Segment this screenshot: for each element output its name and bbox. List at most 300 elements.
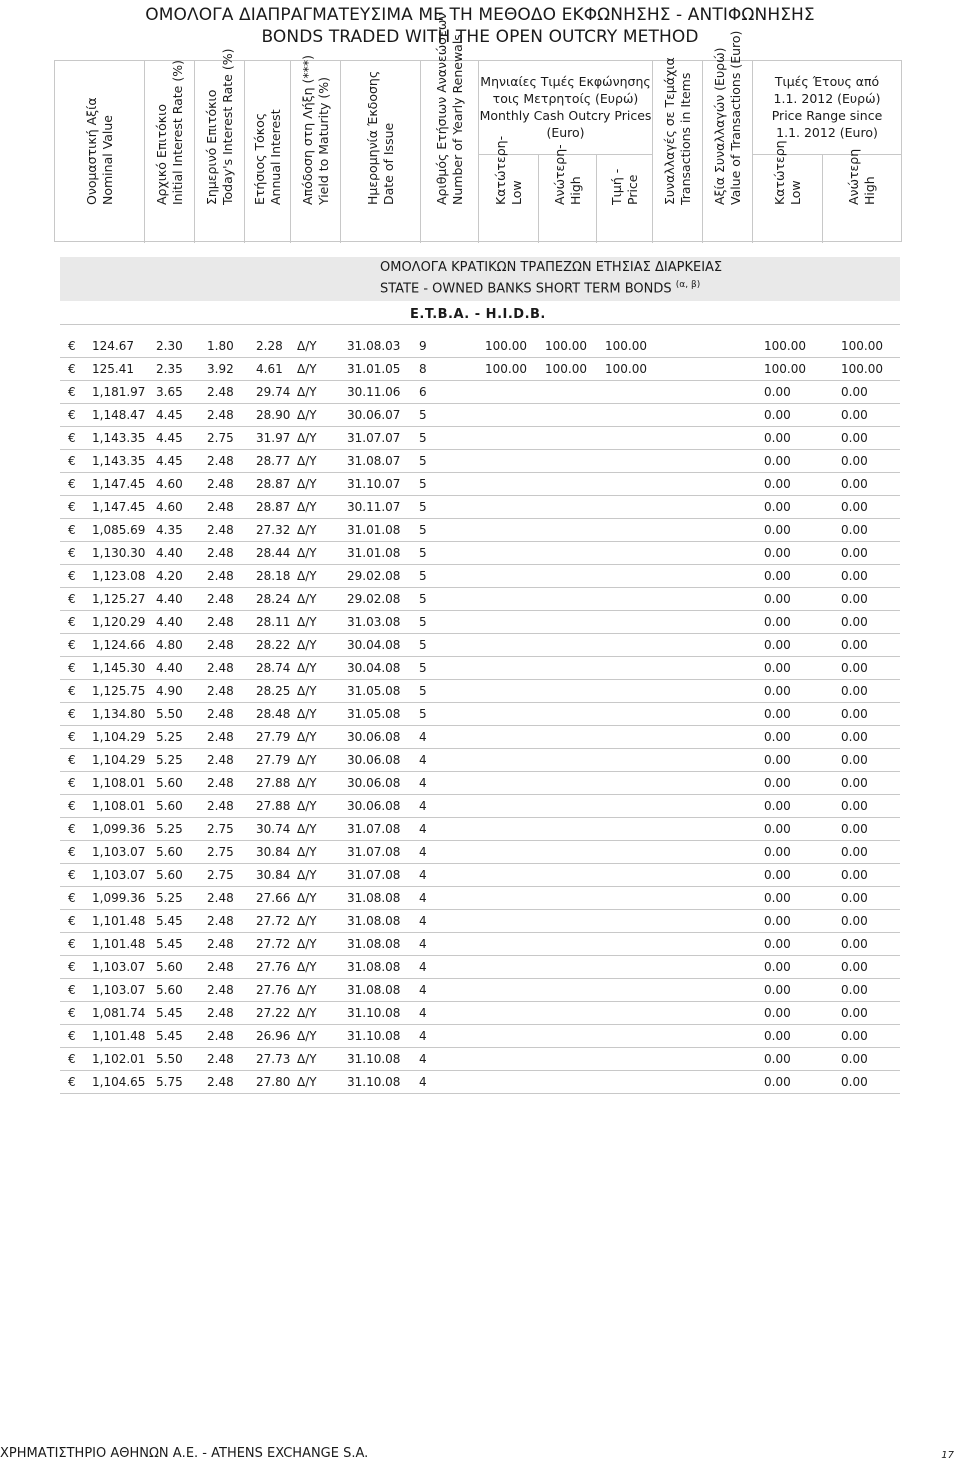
currency-symbol: € xyxy=(68,822,76,836)
table-row xyxy=(60,427,900,450)
table-row xyxy=(60,887,900,910)
currency-symbol: € xyxy=(68,569,76,583)
cell-renewals: 4 xyxy=(419,914,427,928)
cell-annual-interest: 28.74 xyxy=(256,661,291,675)
cell-yield: Δ/Υ xyxy=(297,799,317,813)
header-price-range: Τιμές Έτους από 1.1. 2012 (Ευρώ) Price Range since 1.1. 2012 (Euro) Κατώτερη Low Ανώτερη High xyxy=(753,61,901,243)
cell-yield: Δ/Υ xyxy=(297,960,317,974)
cell-yield: Δ/Υ xyxy=(297,1075,317,1089)
table-row xyxy=(60,1002,900,1025)
table-row xyxy=(60,1025,900,1048)
cell-renewals: 5 xyxy=(419,638,427,652)
header-range-high: Ανώτερη High xyxy=(846,148,877,205)
cell-issue-date: 31.08.08 xyxy=(347,914,401,928)
cell-yield: Δ/Υ xyxy=(297,891,317,905)
cell-renewals: 4 xyxy=(419,937,427,951)
currency-symbol: € xyxy=(68,523,76,537)
cell-yield: Δ/Υ xyxy=(297,1029,317,1043)
cell-yield: Δ/Υ xyxy=(297,776,317,790)
cell-annual-interest: 27.88 xyxy=(256,799,291,813)
currency-symbol: € xyxy=(68,1029,76,1043)
cell-monthly-low: 100.00 xyxy=(485,362,527,376)
cell-range-high: 0.00 xyxy=(841,914,868,928)
cell-range-low: 0.00 xyxy=(764,937,791,951)
cell-annual-interest: 28.25 xyxy=(256,684,291,698)
header-monthly-prices: Μηνιαίες Τιμές Εκφώνησης τοις Μετρητοίς (Ευρώ) Monthly Cash Outcry Prices (Euro) Κατώτερη- Low Ανώτερη- High Τιμή - Price xyxy=(479,61,653,243)
cell-nominal-value: 1,101.48 xyxy=(92,1029,146,1043)
cell-nominal-value: 1,143.35 xyxy=(92,454,146,468)
cell-initial-rate: 5.45 xyxy=(156,1029,183,1043)
table-row xyxy=(60,680,900,703)
cell-renewals: 5 xyxy=(419,615,427,629)
cell-renewals: 9 xyxy=(419,339,427,353)
header-monthly-high: Ανώτερη- High xyxy=(539,155,597,243)
cell-initial-rate: 2.35 xyxy=(156,362,183,376)
currency-symbol: € xyxy=(68,638,76,652)
cell-issue-date: 31.08.07 xyxy=(347,454,401,468)
cell-annual-interest: 27.79 xyxy=(256,753,291,767)
cell-issue-date: 30.06.08 xyxy=(347,753,401,767)
cell-range-low: 100.00 xyxy=(764,339,806,353)
section-title-english: STATE - OWNED BANKS SHORT TERM BONDS $^{(\alpha, \beta)}$ xyxy=(380,280,701,297)
cell-today-rate: 2.48 xyxy=(207,799,234,813)
table-row xyxy=(60,703,900,726)
cell-range-high: 0.00 xyxy=(841,638,868,652)
issuer-name: E.T.B.A. - H.I.D.B. xyxy=(410,307,546,322)
cell-renewals: 5 xyxy=(419,592,427,606)
cell-issue-date: 31.05.08 xyxy=(347,684,401,698)
table-row xyxy=(60,956,900,979)
cell-nominal-value: 1,104.29 xyxy=(92,753,146,767)
cell-range-low: 0.00 xyxy=(764,385,791,399)
cell-issue-date: 31.10.08 xyxy=(347,1075,401,1089)
cell-range-low: 0.00 xyxy=(764,753,791,767)
cell-yield: Δ/Υ xyxy=(297,1052,317,1066)
cell-range-high: 0.00 xyxy=(841,845,868,859)
cell-today-rate: 2.48 xyxy=(207,730,234,744)
cell-annual-interest: 28.90 xyxy=(256,408,291,422)
cell-yield: Δ/Υ xyxy=(297,362,317,376)
cell-range-low: 0.00 xyxy=(764,638,791,652)
cell-range-low: 0.00 xyxy=(764,500,791,514)
cell-renewals: 5 xyxy=(419,477,427,491)
currency-symbol: € xyxy=(68,454,76,468)
cell-issue-date: 31.10.08 xyxy=(347,1006,401,1020)
cell-today-rate: 2.48 xyxy=(207,776,234,790)
cell-range-high: 0.00 xyxy=(841,983,868,997)
cell-renewals: 4 xyxy=(419,822,427,836)
cell-today-rate: 2.48 xyxy=(207,454,234,468)
cell-annual-interest: 28.48 xyxy=(256,707,291,721)
cell-today-rate: 2.48 xyxy=(207,615,234,629)
cell-issue-date: 31.07.08 xyxy=(347,822,401,836)
cell-today-rate: 2.48 xyxy=(207,753,234,767)
cell-range-high: 0.00 xyxy=(841,960,868,974)
table-row xyxy=(60,795,900,818)
cell-nominal-value: 1,181.97 xyxy=(92,385,146,399)
cell-issue-date: 31.10.07 xyxy=(347,477,401,491)
table-row xyxy=(60,910,900,933)
cell-yield: Δ/Υ xyxy=(297,937,317,951)
cell-nominal-value: 1,081.74 xyxy=(92,1006,146,1020)
cell-nominal-value: 1,124.66 xyxy=(92,638,146,652)
cell-yield: Δ/Υ xyxy=(297,408,317,422)
table-row xyxy=(60,841,900,864)
cell-issue-date: 31.08.03 xyxy=(347,339,401,353)
currency-symbol: € xyxy=(68,914,76,928)
cell-initial-rate: 4.35 xyxy=(156,523,183,537)
cell-today-rate: 2.75 xyxy=(207,868,234,882)
cell-annual-interest: 28.44 xyxy=(256,546,291,560)
cell-issue-date: 31.10.08 xyxy=(347,1052,401,1066)
cell-yield: Δ/Υ xyxy=(297,983,317,997)
cell-annual-interest: 28.22 xyxy=(256,638,291,652)
cell-renewals: 5 xyxy=(419,684,427,698)
cell-range-high: 0.00 xyxy=(841,799,868,813)
cell-renewals: 8 xyxy=(419,362,427,376)
header-nominal-value: Ονομαστική Αξία Nominal Value xyxy=(55,61,145,243)
currency-symbol: € xyxy=(68,707,76,721)
cell-range-high: 100.00 xyxy=(841,362,883,376)
cell-yield: Δ/Υ xyxy=(297,707,317,721)
cell-yield: Δ/Υ xyxy=(297,523,317,537)
cell-initial-rate: 4.60 xyxy=(156,500,183,514)
table-row xyxy=(60,404,900,427)
table-row xyxy=(60,979,900,1002)
cell-today-rate: 2.48 xyxy=(207,661,234,675)
cell-today-rate: 2.48 xyxy=(207,638,234,652)
cell-issue-date: 30.04.08 xyxy=(347,638,401,652)
cell-renewals: 5 xyxy=(419,523,427,537)
cell-range-low: 0.00 xyxy=(764,914,791,928)
cell-nominal-value: 1,120.29 xyxy=(92,615,146,629)
cell-nominal-value: 1,103.07 xyxy=(92,868,146,882)
cell-renewals: 5 xyxy=(419,707,427,721)
cell-initial-rate: 5.25 xyxy=(156,822,183,836)
cell-today-rate: 2.48 xyxy=(207,546,234,560)
cell-yield: Δ/Υ xyxy=(297,684,317,698)
cell-annual-interest: 28.87 xyxy=(256,500,291,514)
cell-yield: Δ/Υ xyxy=(297,661,317,675)
cell-monthly-high: 100.00 xyxy=(545,339,587,353)
cell-nominal-value: 1,125.75 xyxy=(92,684,146,698)
cell-range-high: 0.00 xyxy=(841,661,868,675)
cell-yield: Δ/Υ xyxy=(297,500,317,514)
cell-nominal-value: 1,104.65 xyxy=(92,1075,146,1089)
cell-today-rate: 2.48 xyxy=(207,684,234,698)
cell-monthly-price: 100.00 xyxy=(605,362,647,376)
cell-yield: Δ/Υ xyxy=(297,385,317,399)
cell-annual-interest: 30.84 xyxy=(256,845,291,859)
cell-issue-date: 31.07.08 xyxy=(347,868,401,882)
cell-today-rate: 2.48 xyxy=(207,960,234,974)
cell-range-low: 0.00 xyxy=(764,592,791,606)
header-monthly-low: Κατώτερη- Low xyxy=(479,155,539,243)
cell-today-rate: 2.48 xyxy=(207,477,234,491)
header-range-low: Κατώτερη Low xyxy=(753,155,823,243)
cell-range-low: 0.00 xyxy=(764,684,791,698)
cell-nominal-value: 1,101.48 xyxy=(92,914,146,928)
cell-range-low: 0.00 xyxy=(764,454,791,468)
cell-nominal-value: 124.67 xyxy=(92,339,134,353)
cell-range-low: 0.00 xyxy=(764,868,791,882)
currency-symbol: € xyxy=(68,776,76,790)
currency-symbol: € xyxy=(68,1006,76,1020)
table-row xyxy=(60,335,900,358)
cell-renewals: 5 xyxy=(419,500,427,514)
cell-today-rate: 2.48 xyxy=(207,385,234,399)
cell-today-rate: 2.48 xyxy=(207,914,234,928)
cell-yield: Δ/Υ xyxy=(297,1006,317,1020)
cell-range-low: 0.00 xyxy=(764,615,791,629)
cell-nominal-value: 1,099.36 xyxy=(92,822,146,836)
cell-nominal-value: 1,104.29 xyxy=(92,730,146,744)
currency-symbol: € xyxy=(68,960,76,974)
currency-symbol: € xyxy=(68,845,76,859)
cell-renewals: 5 xyxy=(419,431,427,445)
cell-nominal-value: 1,145.30 xyxy=(92,661,146,675)
cell-range-high: 0.00 xyxy=(841,868,868,882)
cell-nominal-value: 1,147.45 xyxy=(92,477,146,491)
currency-symbol: € xyxy=(68,615,76,629)
table-row xyxy=(60,611,900,634)
cell-renewals: 4 xyxy=(419,730,427,744)
cell-range-high: 0.00 xyxy=(841,1052,868,1066)
cell-yield: Δ/Υ xyxy=(297,753,317,767)
header-yearly-renewals: Αριθμός Ετήσιων Ανανεώσεων Number of Yearly Renewals xyxy=(421,61,479,243)
cell-range-high: 0.00 xyxy=(841,937,868,951)
cell-renewals: 4 xyxy=(419,799,427,813)
cell-today-rate: 2.48 xyxy=(207,1075,234,1089)
cell-today-rate: 2.48 xyxy=(207,1029,234,1043)
cell-renewals: 5 xyxy=(419,454,427,468)
cell-initial-rate: 4.45 xyxy=(156,408,183,422)
table-row xyxy=(60,565,900,588)
header-transaction-value: Αξία Συναλλαγών (Ευρώ) Value of Transactions (Euro) xyxy=(703,61,753,243)
cell-issue-date: 30.06.08 xyxy=(347,730,401,744)
table-row xyxy=(60,772,900,795)
header-transactions: Συναλλαγές σε Τεμάχια Transactions in Items xyxy=(653,61,703,243)
cell-nominal-value: 1,130.30 xyxy=(92,546,146,560)
cell-issue-date: 31.03.08 xyxy=(347,615,401,629)
header-annual-interest: Ετήσιος Τόκος Annual Interest xyxy=(245,61,291,243)
table-row xyxy=(60,519,900,542)
cell-range-low: 0.00 xyxy=(764,776,791,790)
cell-range-high: 0.00 xyxy=(841,615,868,629)
cell-issue-date: 31.05.08 xyxy=(347,707,401,721)
currency-symbol: € xyxy=(68,753,76,767)
currency-symbol: € xyxy=(68,339,76,353)
currency-symbol: € xyxy=(68,868,76,882)
currency-symbol: € xyxy=(68,362,76,376)
cell-yield: Δ/Υ xyxy=(297,845,317,859)
cell-renewals: 5 xyxy=(419,546,427,560)
cell-initial-rate: 5.60 xyxy=(156,776,183,790)
bond-table-body xyxy=(60,335,900,1094)
cell-nominal-value: 1,148.47 xyxy=(92,408,146,422)
cell-range-high: 0.00 xyxy=(841,1075,868,1089)
cell-today-rate: 2.48 xyxy=(207,707,234,721)
cell-renewals: 4 xyxy=(419,1029,427,1043)
section-band xyxy=(60,257,900,301)
cell-range-low: 0.00 xyxy=(764,891,791,905)
cell-issue-date: 30.04.08 xyxy=(347,661,401,675)
currency-symbol: € xyxy=(68,684,76,698)
cell-nominal-value: 1,125.27 xyxy=(92,592,146,606)
cell-yield: Δ/Υ xyxy=(297,615,317,629)
cell-initial-rate: 5.60 xyxy=(156,799,183,813)
cell-nominal-value: 1,102.01 xyxy=(92,1052,146,1066)
cell-renewals: 4 xyxy=(419,983,427,997)
cell-initial-rate: 5.60 xyxy=(156,960,183,974)
cell-issue-date: 30.06.08 xyxy=(347,776,401,790)
cell-issue-date: 31.08.08 xyxy=(347,983,401,997)
cell-issue-date: 31.10.08 xyxy=(347,1029,401,1043)
cell-range-low: 0.00 xyxy=(764,431,791,445)
cell-annual-interest: 27.72 xyxy=(256,914,291,928)
cell-range-high: 0.00 xyxy=(841,431,868,445)
cell-issue-date: 30.11.07 xyxy=(347,500,401,514)
cell-today-rate: 2.48 xyxy=(207,1006,234,1020)
cell-yield: Δ/Υ xyxy=(297,454,317,468)
cell-renewals: 4 xyxy=(419,1006,427,1020)
cell-annual-interest: 28.24 xyxy=(256,592,291,606)
cell-initial-rate: 4.45 xyxy=(156,431,183,445)
cell-range-high: 0.00 xyxy=(841,707,868,721)
cell-nominal-value: 1,147.45 xyxy=(92,500,146,514)
cell-today-rate: 2.48 xyxy=(207,408,234,422)
cell-issue-date: 30.11.06 xyxy=(347,385,401,399)
currency-symbol: € xyxy=(68,730,76,744)
footer-exchange-name: ΧΡΗΜΑΤΙΣΤΗΡΙΟ ΑΘΗΝΩΝ Α.Ε. - ATHENS EXCHANGE S.A. xyxy=(0,1446,369,1461)
cell-nominal-value: 1,108.01 xyxy=(92,776,146,790)
cell-today-rate: 2.48 xyxy=(207,569,234,583)
cell-initial-rate: 5.25 xyxy=(156,753,183,767)
currency-symbol: € xyxy=(68,983,76,997)
cell-nominal-value: 1,123.08 xyxy=(92,569,146,583)
cell-renewals: 4 xyxy=(419,845,427,859)
currency-symbol: € xyxy=(68,546,76,560)
cell-issue-date: 31.01.08 xyxy=(347,523,401,537)
cell-renewals: 4 xyxy=(419,776,427,790)
cell-initial-rate: 5.25 xyxy=(156,730,183,744)
cell-annual-interest: 28.77 xyxy=(256,454,291,468)
cell-today-rate: 2.75 xyxy=(207,845,234,859)
cell-range-high: 0.00 xyxy=(841,730,868,744)
issuer-divider xyxy=(60,324,900,325)
cell-range-high: 0.00 xyxy=(841,776,868,790)
cell-initial-rate: 4.20 xyxy=(156,569,183,583)
cell-issue-date: 31.07.08 xyxy=(347,845,401,859)
cell-renewals: 5 xyxy=(419,569,427,583)
cell-renewals: 5 xyxy=(419,408,427,422)
cell-initial-rate: 4.45 xyxy=(156,454,183,468)
cell-initial-rate: 3.65 xyxy=(156,385,183,399)
cell-issue-date: 29.02.08 xyxy=(347,569,401,583)
cell-range-low: 0.00 xyxy=(764,408,791,422)
currency-symbol: € xyxy=(68,592,76,606)
cell-today-rate: 2.48 xyxy=(207,592,234,606)
cell-issue-date: 29.02.08 xyxy=(347,592,401,606)
cell-yield: Δ/Υ xyxy=(297,914,317,928)
cell-yield: Δ/Υ xyxy=(297,868,317,882)
table-row xyxy=(60,933,900,956)
cell-range-low: 0.00 xyxy=(764,477,791,491)
cell-yield: Δ/Υ xyxy=(297,477,317,491)
cell-annual-interest: 28.87 xyxy=(256,477,291,491)
cell-range-high: 0.00 xyxy=(841,592,868,606)
cell-annual-interest: 28.18 xyxy=(256,569,291,583)
cell-range-low: 0.00 xyxy=(764,569,791,583)
cell-range-high: 0.00 xyxy=(841,753,868,767)
cell-range-low: 0.00 xyxy=(764,707,791,721)
table-row xyxy=(60,864,900,887)
cell-range-high: 0.00 xyxy=(841,569,868,583)
cell-range-high: 0.00 xyxy=(841,546,868,560)
cell-range-high: 0.00 xyxy=(841,454,868,468)
cell-nominal-value: 1,143.35 xyxy=(92,431,146,445)
cell-nominal-value: 1,103.07 xyxy=(92,960,146,974)
currency-symbol: € xyxy=(68,1075,76,1089)
currency-symbol: € xyxy=(68,477,76,491)
currency-symbol: € xyxy=(68,431,76,445)
cell-today-rate: 2.48 xyxy=(207,500,234,514)
cell-initial-rate: 5.45 xyxy=(156,1006,183,1020)
currency-symbol: € xyxy=(68,661,76,675)
cell-annual-interest: 2.28 xyxy=(256,339,283,353)
table-row xyxy=(60,1071,900,1094)
cell-renewals: 4 xyxy=(419,1075,427,1089)
cell-annual-interest: 27.32 xyxy=(256,523,291,537)
cell-issue-date: 31.07.07 xyxy=(347,431,401,445)
cell-yield: Δ/Υ xyxy=(297,431,317,445)
cell-range-high: 0.00 xyxy=(841,477,868,491)
cell-issue-date: 31.01.05 xyxy=(347,362,401,376)
cell-annual-interest: 27.22 xyxy=(256,1006,291,1020)
cell-monthly-high: 100.00 xyxy=(545,362,587,376)
table-row xyxy=(60,473,900,496)
table-row xyxy=(60,749,900,772)
table-row xyxy=(60,634,900,657)
cell-initial-rate: 4.90 xyxy=(156,684,183,698)
cell-renewals: 5 xyxy=(419,661,427,675)
cell-annual-interest: 27.88 xyxy=(256,776,291,790)
cell-initial-rate: 5.60 xyxy=(156,983,183,997)
page-title-english: BONDS TRADED WITH THE OPEN OUTCRY METHOD xyxy=(261,27,699,47)
header-monthly-price: Τιμή - Price xyxy=(609,168,640,205)
cell-range-high: 0.00 xyxy=(841,500,868,514)
cell-renewals: 6 xyxy=(419,385,427,399)
table-row xyxy=(60,450,900,473)
cell-initial-rate: 5.50 xyxy=(156,1052,183,1066)
cell-annual-interest: 31.97 xyxy=(256,431,291,445)
currency-symbol: € xyxy=(68,799,76,813)
cell-range-high: 0.00 xyxy=(841,684,868,698)
cell-range-low: 0.00 xyxy=(764,730,791,744)
page-title-greek: ΟΜΟΛΟΓΑ ΔΙΑΠΡΑΓΜΑΤΕΥΣΙΜΑ ΜΕ ΤΗ ΜΕΘΟΔΟ ΕΚΦΩΝΗΣΗΣ - ΑΝΤΙΦΩΝΗΣΗΣ xyxy=(145,5,815,25)
cell-renewals: 4 xyxy=(419,891,427,905)
cell-annual-interest: 30.84 xyxy=(256,868,291,882)
cell-nominal-value: 1,108.01 xyxy=(92,799,146,813)
cell-annual-interest: 29.74 xyxy=(256,385,291,399)
cell-range-high: 0.00 xyxy=(841,822,868,836)
cell-today-rate: 2.75 xyxy=(207,431,234,445)
section-note: (α, β) xyxy=(675,280,701,290)
cell-yield: Δ/Υ xyxy=(297,822,317,836)
cell-annual-interest: 27.72 xyxy=(256,937,291,951)
cell-issue-date: 31.08.08 xyxy=(347,937,401,951)
cell-today-rate: 2.48 xyxy=(207,523,234,537)
